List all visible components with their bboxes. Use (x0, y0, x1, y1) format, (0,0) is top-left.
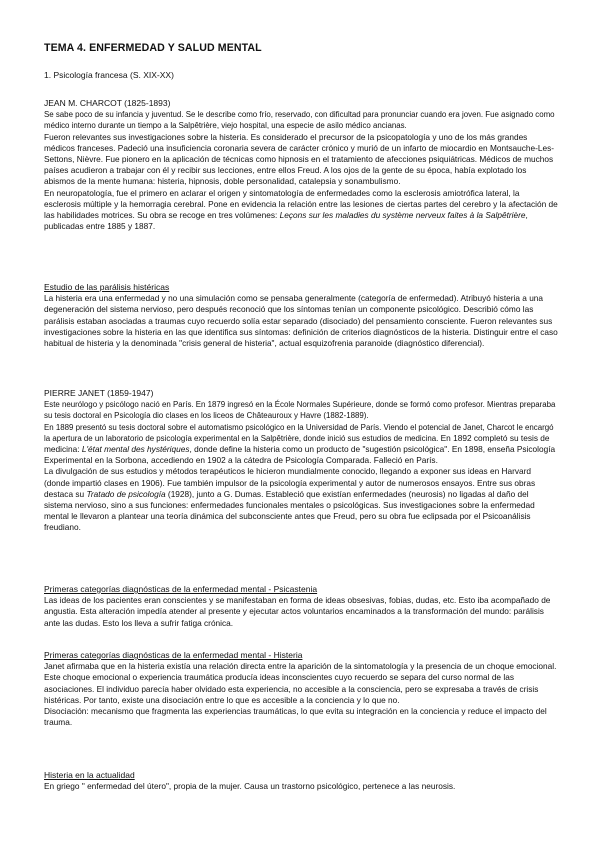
paralisis-heading: Estudio de las parálisis histéricas (44, 282, 170, 292)
janet-paragraph-3 (44, 466, 558, 533)
janet-p2-text: En 1889 presentó su tesis doctoral sobre el automatismo psicológico en la Universidad de París. Viendo el potencial de Janet, Charcot le encargó la apertura de un laboratorio de psicología experimental en la Salpêtrière, donde inició sus estudios de medicina. (44, 422, 554, 443)
charcot-p3-text: En neuropatología, fue el primero en aclarar el origen y sintomatología de enfermedades como la esclerosis amiotrófica lateral, la esclerosis múltiple y la hemorragia cerebral. Pone en evidencia la relación entre las lesiones de ciertas partes del cerebro y la afectación de las habilidades motrices. Su obra se recoge en tres volúmenes: (44, 187, 558, 221)
charcot-paragraph-3 (44, 188, 558, 233)
psicastenia-paragraph: Las ideas de los pacientes eran conscientes y se manifestaban en forma de ideas obsesivas, fobias, dudas, etc. Esto iba acompañado de angustia. Esta alteración impedía atender al presente y ejecutar actos voluntarios encaminados a la transformación del mundo: parálisis ante las dudas. Esto los lleva a sufrir fatiga crónica. (44, 595, 551, 628)
charcot-p3-text-end: , publicadas entre 1885 y 1887. (44, 210, 528, 232)
janet-treatise-title: Tratado de psicología (86, 488, 166, 499)
actualidad-section (44, 770, 558, 792)
janet-heading: PIERRE JANET (1859-1947) (44, 388, 154, 398)
janet-p2b-text-end: , donde define la histeria como un producto de "sugestión psicológica". En 1898, enseña Psicología Experimental en la Sorbona, accediendo en 1902 a la cátedra de Psicología Comparada. Falleció en París. (44, 444, 556, 466)
histeria-section (44, 650, 558, 728)
page-title: TEMA 4. ENFERMEDAD Y SALUD MENTAL (44, 42, 262, 54)
janet-section (44, 388, 558, 534)
psicastenia-heading: Primeras categorías diagnósticas de la enfermedad mental - Psicastenia (44, 584, 318, 594)
janet-paragraph-2 (44, 422, 558, 467)
janet-p3-text: La divulgación de sus estudios y métodos terapéuticos le hicieron mundialmente conocido, llegando a exponer sus ideas en Harvard (donde impartió clases en 1906). Fue también impulsor de la psicología experimental y autor de numerosos ensayos. Entre sus obras destaca su (44, 466, 536, 499)
histeria-paragraph-2: Disociación: mecanismo que fragmenta las experiencias traumáticas, lo que evita su integración en la conciencia y reduce el impacto del trauma. (44, 706, 547, 728)
janet-thesis-title: L'état mental des hystériques (81, 444, 190, 455)
histeria-heading: Primeras categorías diagnósticas de la enfermedad mental - Histeria (44, 650, 303, 660)
paralisis-section (44, 282, 558, 349)
janet-p3-text-end: (1928), junto a G. Dumas. Estableció que existían enfermedades (neurosis) no ligadas al daño del sistema nervioso, sino a sus funciones: enfermedades funcionales mentales o psicológicas. Sus investigaciones sobre la enfermedad mental le llevaron a plantear una teoría dinámica del subconsciente antes que Freud, pero su obra fue eclipsada por el Psicoanálisis freudiano. (44, 488, 535, 533)
janet-paragraph-1: Este neurólogo y psicólogo nació en París. En 1879 ingresó en la École Normales Supérieure, donde se formó como profesor. Mientras preparaba su tesis doctoral en Psicología dio clases en los liceos de Châteauroux y Havre (1882-1889). (44, 400, 556, 421)
section-subtitle: 1. Psicología francesa (S. XIX-XX) (44, 70, 174, 80)
charcot-section (44, 98, 558, 232)
actualidad-paragraph: En griego " enfermedad del útero", propia de la mujer. Causa un trastorno psicológico, pertenece a las neurosis. (44, 781, 456, 792)
janet-p2b-text: En 1892 completó su tesis de medicina: (44, 432, 550, 455)
psicastenia-section (44, 584, 558, 629)
actualidad-heading: Histeria en la actualidad (44, 770, 135, 780)
charcot-paragraph-1: Se sabe poco de su infancia y juventud. Se le describe como frío, reservado, con dificultad para pronunciar cuando era joven. Fue asignado como médico interno durante un tiempo a la Salpêtrière, viejo hospital, una especie de asilo médico ancianas. (44, 110, 555, 131)
charcot-work-title: Leçons sur les maladies du système nerveux faites à la Salpêtrière (279, 210, 526, 221)
paralisis-paragraph: La histeria era una enfermedad y no una simulación como se pensaba generalmente (categoría de enfermedad). Atribuyó histeria a una degeneración del sistema nervioso, pero después reconoció que los síntomas tenían un componente psicológico. Describió cómo las parálisis estaban asociadas a traumas cuyo recuerdo solía estar separado (disociado) del pensamiento consciente. Fueron relevantes sus investigaciones sobre la histeria en las que identifica sus síntomas: definición de criterios diagnósticos de la histeria. Distinguir entre el caso habitual de histeria y la denominada "crisis general de histeria", actual esquizofrenia paranoide (diagnóstico diferencial). (44, 293, 558, 349)
charcot-heading: JEAN M. CHARCOT (1825-1893) (44, 98, 171, 108)
histeria-paragraph-1: Janet afirmaba que en la histeria existía una relación directa entre la aparición de la sintomatología y la presencia de un choque emocional. Este choque emocional o experiencia traumática producía ideas inconscientes cuyo recuerdo se separa del curso normal de las asociaciones. El individuo parecía haber olvidado esta experiencia, no accesible a la consciencia, pero se expresaba a través de crisis histéricas. Por tanto, existe una disociación entre lo que es accesible a la conciencia y lo que no. (44, 661, 557, 705)
charcot-paragraph-2: Fueron relevantes sus investigaciones sobre la histeria. Es considerado el precursor de la psicopatología y uno de los más grandes médicos franceses. Padeció una insuficiencia coronaria severa de carácter crónico y murió de un infarto de miocardio en Montsauche-Les-Settons, Nièvre. Fue pionero en la aplicación de técnicas como hipnosis en el tratamiento de afecciones psiquiátricas. Médicos de muchos países acudieron a trabajar con él y recibir sus lecciones, entre ellos Freud. A los ojos de la gente de su época, había explotado los abismos de la mente humana: histeria, hipnosis, doble personalidad, catalepsia y sonambulismo. (44, 131, 555, 187)
